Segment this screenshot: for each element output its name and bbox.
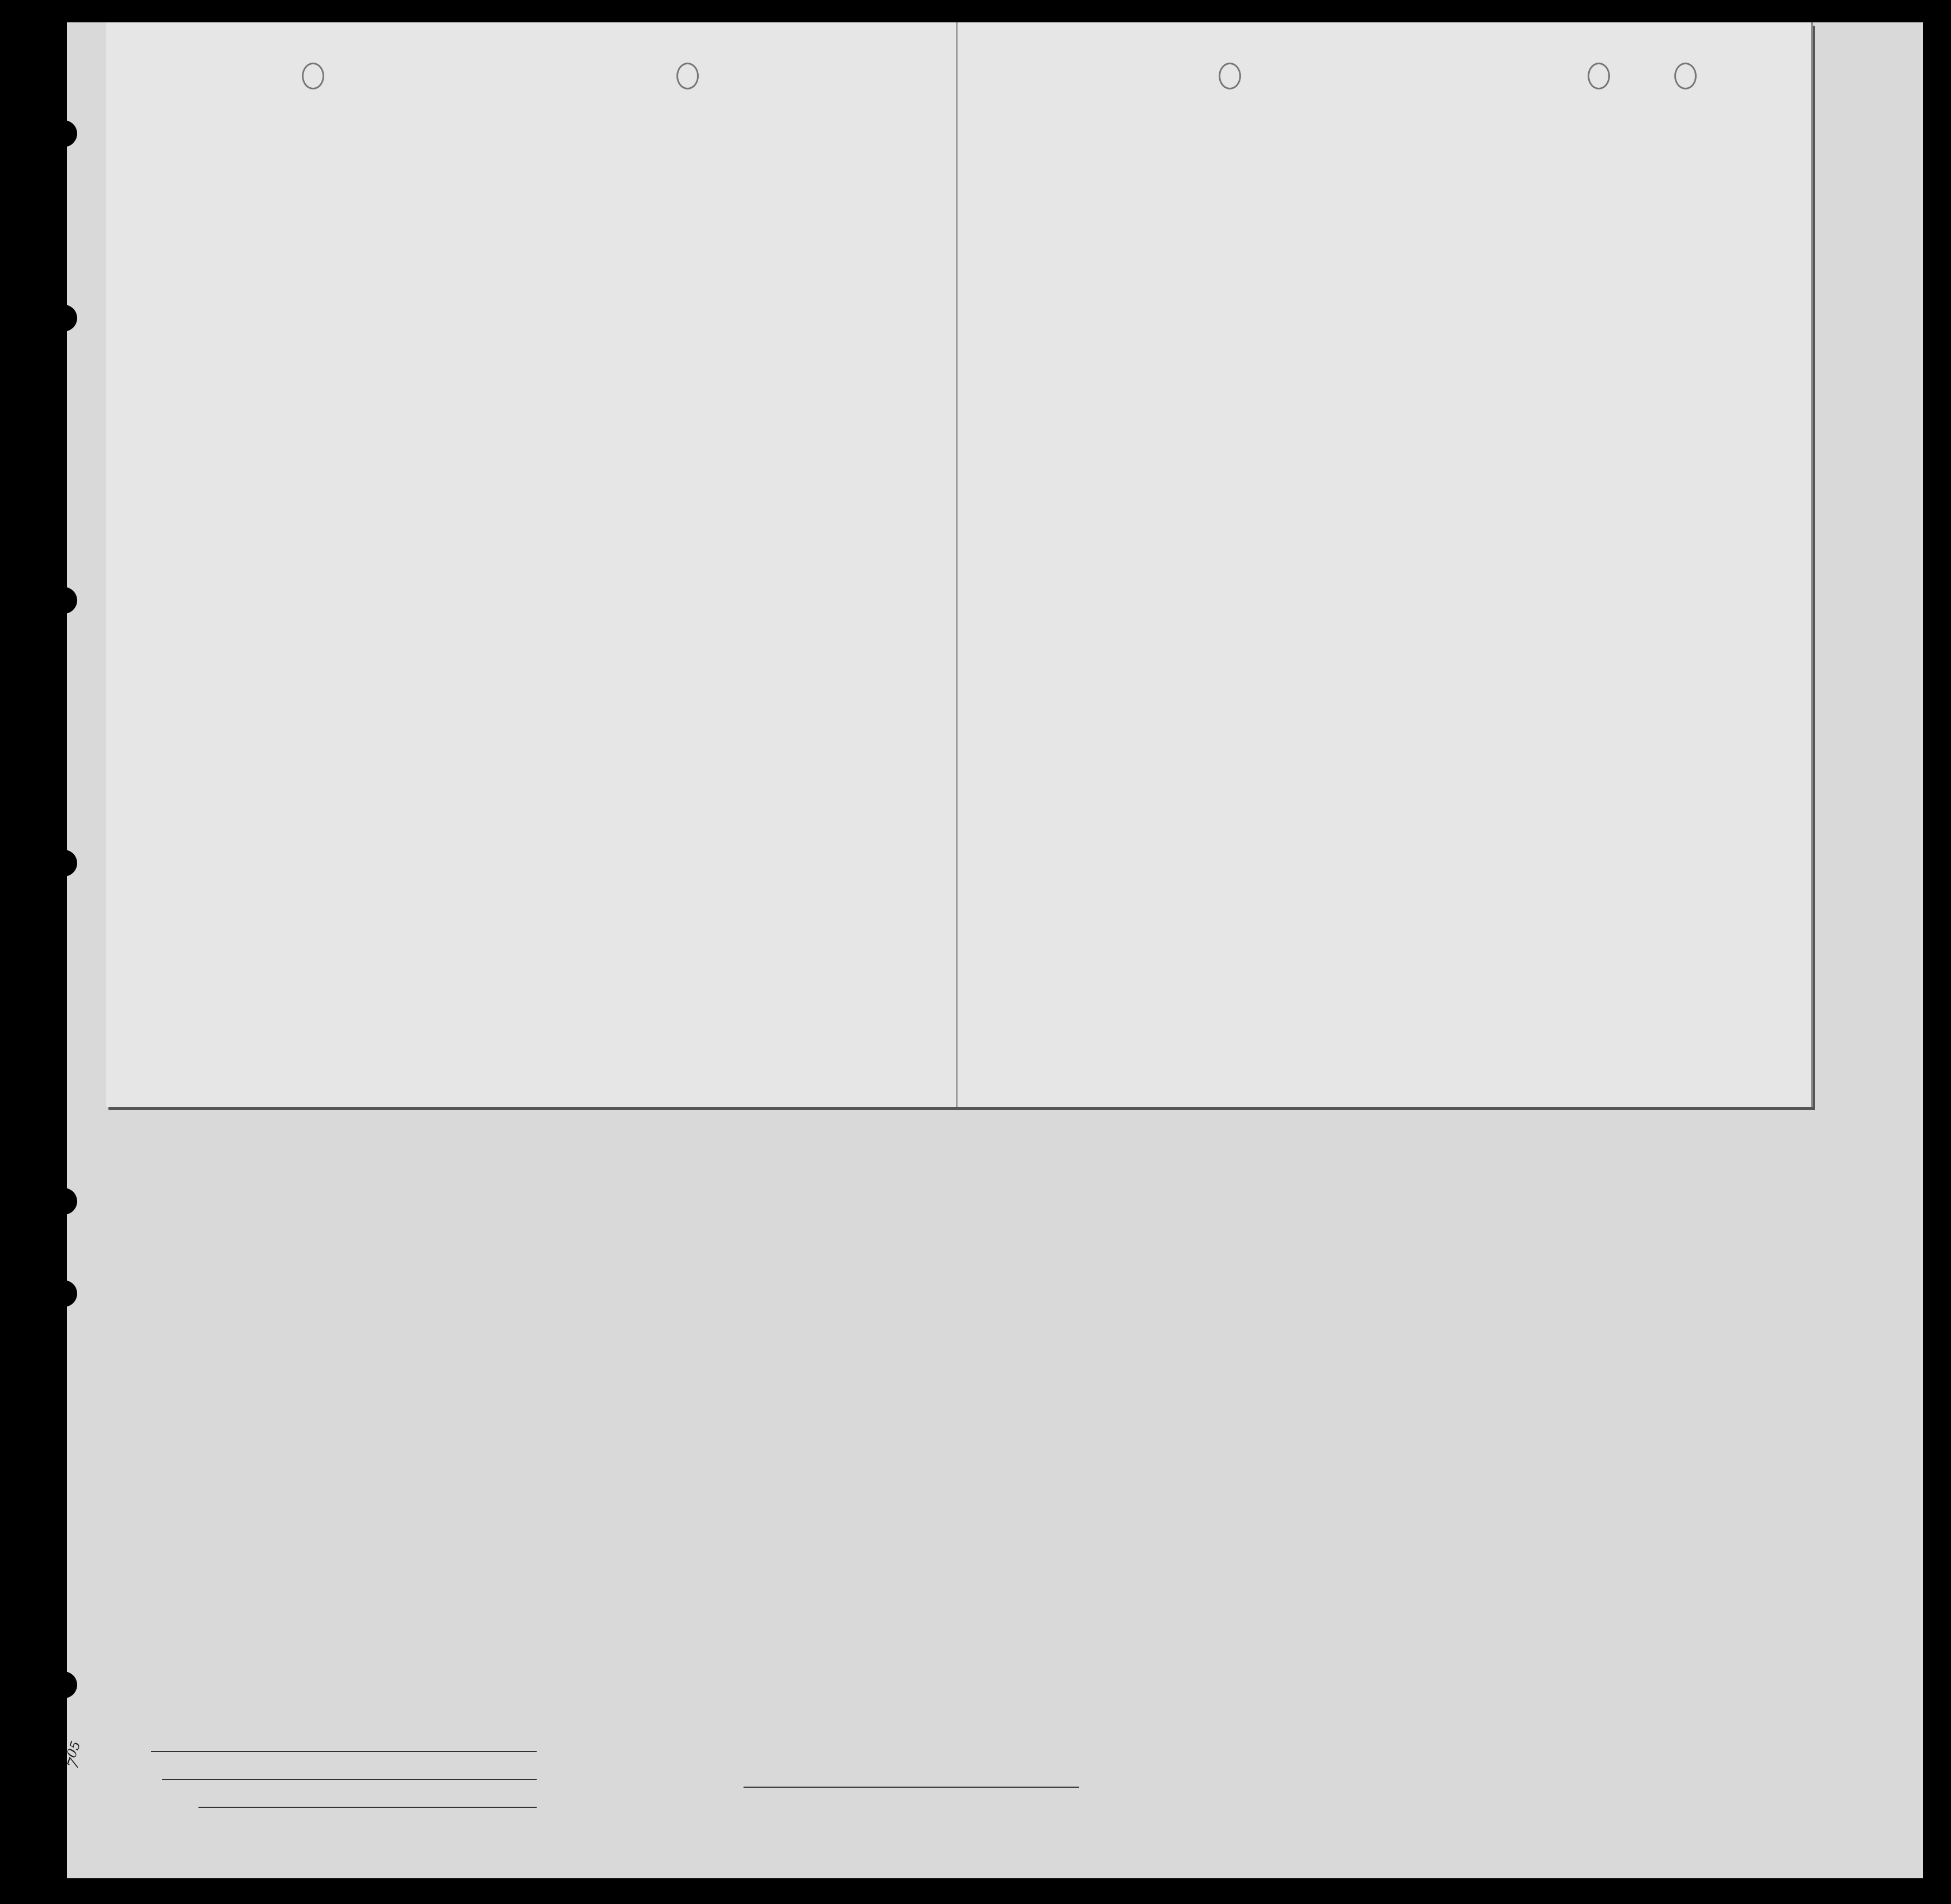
owners-underline xyxy=(162,1779,537,1780)
line-underline xyxy=(151,1751,537,1752)
punch-hole xyxy=(50,120,77,147)
punch-hole xyxy=(50,305,77,331)
binder-ring xyxy=(1219,63,1241,89)
binder-ring xyxy=(1588,63,1610,89)
binder-ring xyxy=(1674,63,1697,89)
punch-hole xyxy=(50,1280,77,1307)
agents-underline xyxy=(198,1807,537,1808)
binder-ring xyxy=(676,63,699,89)
margin-initials: $7^{05}$ xyxy=(63,1739,84,1772)
punch-hole xyxy=(50,587,77,614)
inspector-underline xyxy=(744,1787,1079,1788)
punch-hole xyxy=(50,1188,77,1215)
binder-ring xyxy=(302,63,324,89)
discharged-seamen-overlay xyxy=(106,22,1813,1107)
punch-hole xyxy=(50,850,77,877)
punch-hole xyxy=(50,1671,77,1698)
page-fold xyxy=(956,22,958,1107)
